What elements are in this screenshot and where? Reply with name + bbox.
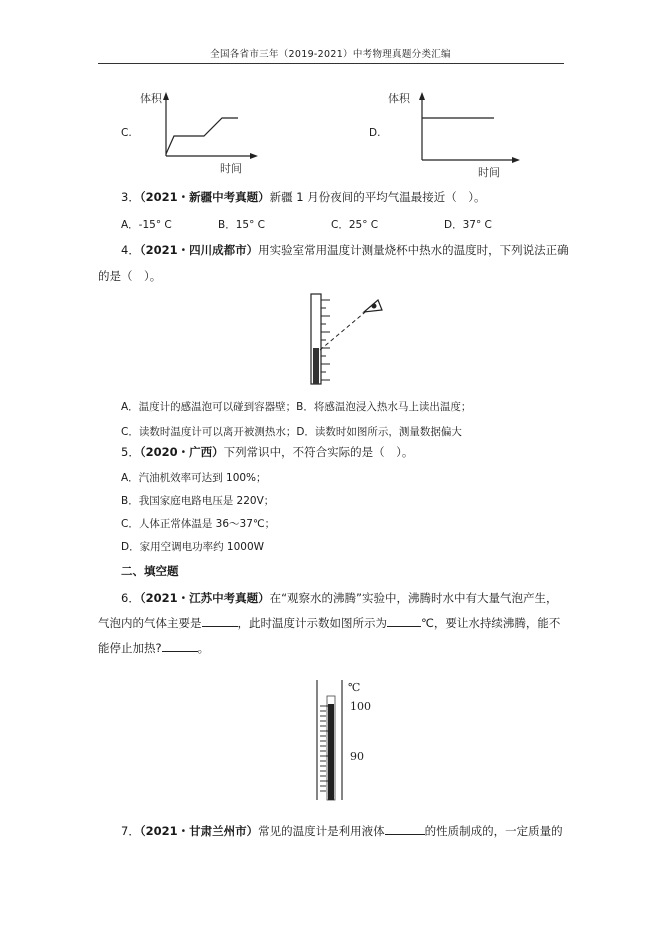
q5-source: （2020・广西） (139, 445, 224, 459)
thermometer-unit: ℃ (348, 681, 361, 694)
q7-source: （2021・甘肃兰州市） (139, 824, 259, 838)
question-7 (121, 824, 563, 838)
q6-line1: 在“观察水的沸腾”实验中，沸腾时水中有大量气泡产生， (269, 591, 558, 605)
page-header: 全国各省市三年（2019-2021）中考物理真题分类汇编 (210, 49, 451, 60)
q6-line2-a: 气泡内的气体主要是 (98, 616, 202, 630)
q4-options-ab: A．温度计的感温泡可以碰到容器壁；B．将感温泡浸入热水马上读出温度； (121, 401, 472, 413)
question-4 (121, 243, 569, 257)
q3-option-a: A．-15° C (121, 219, 172, 231)
mercury-column (313, 348, 319, 384)
q3-option-c: C．25° C (331, 219, 379, 231)
q3-option-b: B．15° C (218, 219, 265, 231)
q7-text-a: 常见的温度计是利用液体 (258, 824, 385, 838)
q5-option-c: C．人体正常体温是 36～37℃； (121, 518, 276, 530)
q4-line2: 的是（ ）。 (98, 269, 162, 283)
q7-number: 7． (121, 824, 140, 838)
q4-source: （2021・四川成都市） (139, 243, 259, 257)
q4-options-cd: C．读数时温度计可以离开被测热水；D．读数时如图所示，测量数据偏大 (121, 426, 462, 438)
q5-option-d: D．家用空调电功率约 1000W (121, 541, 265, 553)
graph-d-xlabel: 时间 (478, 166, 500, 179)
q6-source: （2021・江苏中考真题） (139, 591, 270, 605)
q6-blank-1[interactable] (202, 616, 238, 627)
eye-icon (364, 300, 382, 312)
q3-option-d: D．37° C (444, 219, 492, 231)
q5-text: 下列常识中，不符合实际的是（ ）。 (223, 445, 414, 459)
q7-text-b: 的性质制成的，一定质量的 (424, 824, 563, 838)
thermometer-reading-figure (300, 292, 400, 388)
option-c-letter: C. (121, 127, 132, 139)
q6-number: 6． (121, 591, 140, 605)
question-6 (121, 591, 558, 605)
option-d-letter: D. (369, 127, 381, 139)
thermometer-figure (312, 678, 382, 802)
q6-line2-c: ℃，要让水持续沸腾，能不 (421, 616, 561, 630)
graph-d (388, 86, 528, 182)
q6-line3-b: 。 (197, 641, 210, 655)
graph-c-xlabel: 时间 (220, 162, 242, 175)
q6-mercury-column (328, 704, 334, 800)
header-rule (98, 63, 564, 64)
graph-c (140, 88, 260, 178)
q6-line3 (98, 641, 209, 655)
q4-number: 4． (121, 243, 140, 257)
q6-line2 (98, 616, 560, 630)
q3-source: （2021・新疆中考真题） (139, 190, 270, 204)
thermometer-label-90: 90 (350, 750, 364, 763)
q6-blank-2[interactable] (387, 616, 421, 627)
q5-option-b: B．我国家庭电路电压是 220V； (121, 495, 275, 507)
q3-text: 新疆 1 月份夜间的平均气温最接近（ ）。 (269, 190, 486, 204)
graph-c-curve (166, 118, 238, 154)
graph-d-ylabel: 体积 (388, 92, 410, 105)
question-3 (121, 190, 485, 204)
thermometer-label-100: 100 (350, 700, 371, 713)
graph-c-ylabel: 体积 (140, 92, 162, 105)
q6-line2-b: ，此时温度计示数如图所示为 (237, 616, 387, 630)
q5-number: 5． (121, 445, 140, 459)
question-5 (121, 445, 413, 459)
q7-blank-1[interactable] (385, 824, 425, 835)
section-title-fill-in: 二、填空题 (121, 564, 179, 578)
q3-number: 3． (121, 190, 140, 204)
q6-line3-a: 能停止加热? (98, 641, 162, 655)
q4-line1: 用实验室常用温度计测量烧杯中热水的温度时，下列说法正确 (258, 243, 569, 257)
q5-option-a: A．汽油机效率可达到 100%； (121, 472, 267, 484)
q6-blank-3[interactable] (162, 641, 198, 652)
sight-line (320, 308, 370, 350)
